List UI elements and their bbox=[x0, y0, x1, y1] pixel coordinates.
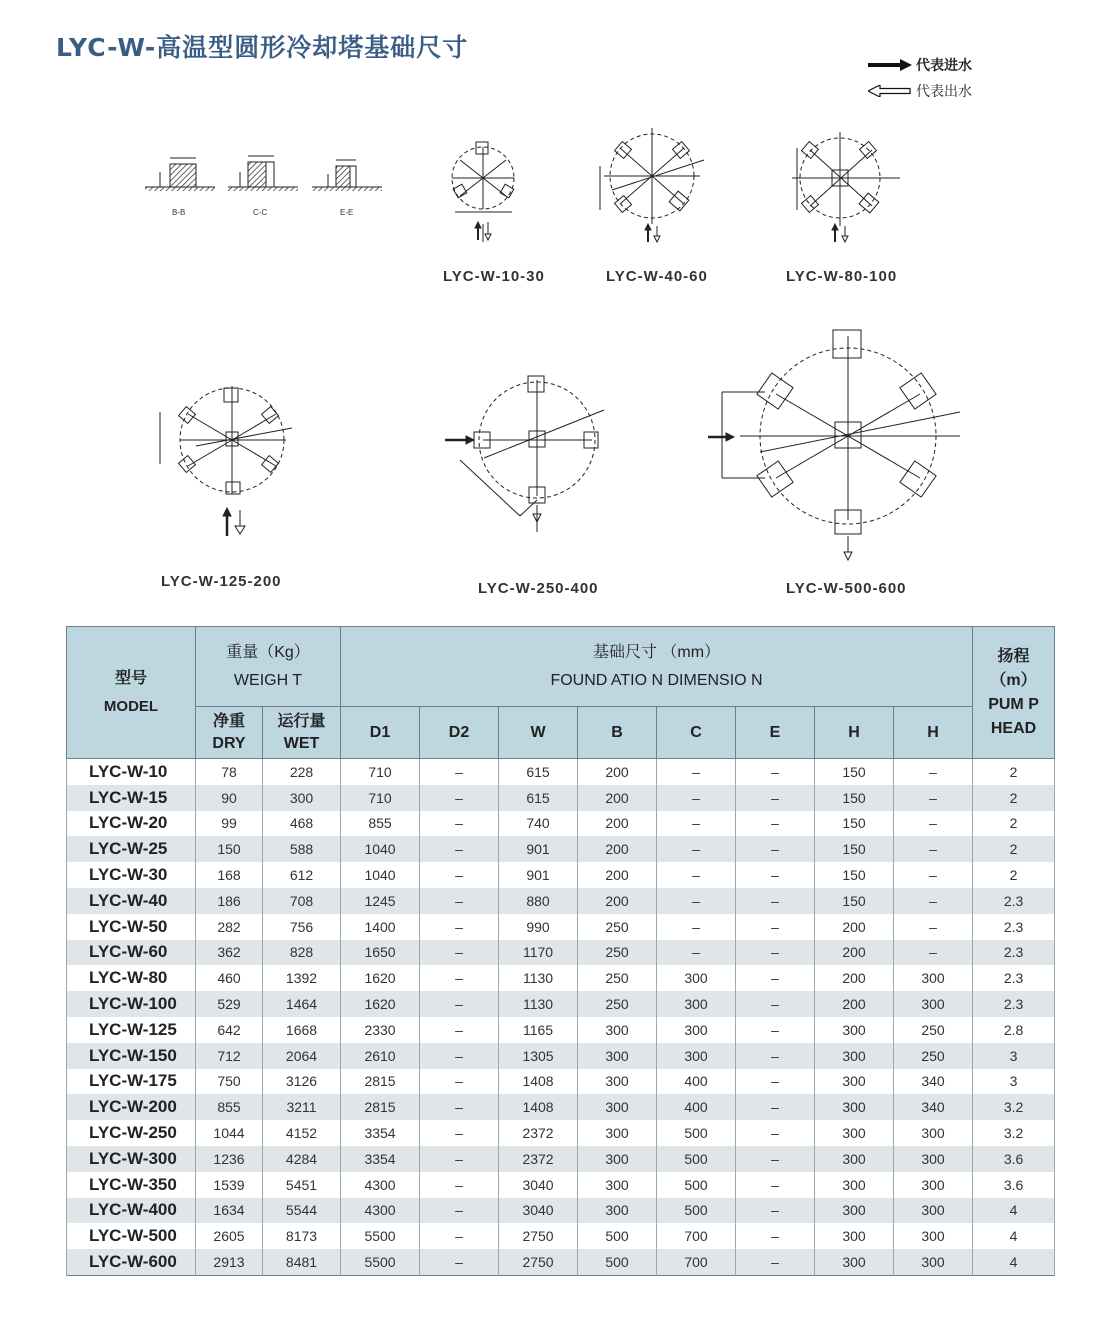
col-header-h1: H bbox=[815, 707, 894, 759]
cell-h2: 300 bbox=[894, 1223, 973, 1249]
cell-b: 300 bbox=[578, 1017, 657, 1043]
cell-e: – bbox=[736, 1094, 815, 1120]
cell-c: 500 bbox=[657, 1198, 736, 1224]
section-label-c-c: C-C bbox=[253, 208, 268, 217]
cell-c: 300 bbox=[657, 965, 736, 991]
cell-d1: 1245 bbox=[341, 888, 420, 914]
cell-c: 400 bbox=[657, 1069, 736, 1095]
cell-wet: 4152 bbox=[263, 1120, 341, 1146]
cell-wet: 4284 bbox=[263, 1146, 341, 1172]
cell-d1: 710 bbox=[341, 759, 420, 785]
cell-dry: 2605 bbox=[196, 1223, 263, 1249]
cell-d1: 5500 bbox=[341, 1223, 420, 1249]
cell-model: LYC-W-25 bbox=[67, 836, 196, 862]
cell-e: – bbox=[736, 940, 815, 966]
cell-e: – bbox=[736, 991, 815, 1017]
cell-head: 4 bbox=[973, 1198, 1055, 1224]
page-title: LYC-W-高温型圆形冷却塔基础尺寸 bbox=[56, 33, 469, 62]
cell-head: 2.3 bbox=[973, 940, 1055, 966]
table-row bbox=[67, 862, 1055, 888]
cell-dry: 1634 bbox=[196, 1198, 263, 1224]
cell-d2: – bbox=[420, 1146, 499, 1172]
col-header-w: W bbox=[499, 707, 578, 759]
cell-dry: 168 bbox=[196, 862, 263, 888]
cell-b: 200 bbox=[578, 888, 657, 914]
cell-w: 1408 bbox=[499, 1094, 578, 1120]
cell-h1: 300 bbox=[815, 1172, 894, 1198]
cell-w: 615 bbox=[499, 785, 578, 811]
spec-table-body bbox=[67, 759, 1055, 1276]
cell-c: – bbox=[657, 914, 736, 940]
table-row bbox=[67, 940, 1055, 966]
cell-wet: 828 bbox=[263, 940, 341, 966]
cell-h1: 150 bbox=[815, 888, 894, 914]
cell-d1: 4300 bbox=[341, 1198, 420, 1224]
plan-lyc-w-80-100 bbox=[792, 132, 900, 242]
cell-model: LYC-W-200 bbox=[67, 1094, 196, 1120]
cell-d1: 3354 bbox=[341, 1146, 420, 1172]
cell-head: 2.8 bbox=[973, 1017, 1055, 1043]
cell-wet: 8173 bbox=[263, 1223, 341, 1249]
table-row bbox=[67, 1069, 1055, 1095]
cell-dry: 99 bbox=[196, 811, 263, 837]
cell-d1: 2815 bbox=[341, 1094, 420, 1120]
cell-model: LYC-W-40 bbox=[67, 888, 196, 914]
cell-wet: 612 bbox=[263, 862, 341, 888]
cell-e: – bbox=[736, 1043, 815, 1069]
cell-wet: 5544 bbox=[263, 1198, 341, 1224]
section-label-e-e: E-E bbox=[340, 208, 354, 217]
cell-head: 3.6 bbox=[973, 1146, 1055, 1172]
cell-dry: 150 bbox=[196, 836, 263, 862]
cell-d1: 3354 bbox=[341, 1120, 420, 1146]
cell-head: 3.6 bbox=[973, 1172, 1055, 1198]
cell-dry: 529 bbox=[196, 991, 263, 1017]
cell-model: LYC-W-15 bbox=[67, 785, 196, 811]
table-row bbox=[67, 991, 1055, 1017]
drawing-label-500-600: LYC-W-500-600 bbox=[786, 580, 907, 597]
cell-b: 500 bbox=[578, 1249, 657, 1275]
cell-h1: 200 bbox=[815, 914, 894, 940]
cell-c: 300 bbox=[657, 991, 736, 1017]
cell-d2: – bbox=[420, 914, 499, 940]
cell-wet: 1392 bbox=[263, 965, 341, 991]
pump-head-header: 扬程 （m） PUM P HEAD bbox=[973, 627, 1055, 759]
cell-h1: 150 bbox=[815, 785, 894, 811]
foundation-drawings bbox=[0, 0, 1120, 620]
cell-w: 901 bbox=[499, 862, 578, 888]
table-row bbox=[67, 1094, 1055, 1120]
cell-d1: 2330 bbox=[341, 1017, 420, 1043]
cell-head: 2.3 bbox=[973, 888, 1055, 914]
cell-h1: 200 bbox=[815, 991, 894, 1017]
cell-d2: – bbox=[420, 965, 499, 991]
cell-h2: 250 bbox=[894, 1043, 973, 1069]
table-row bbox=[67, 888, 1055, 914]
table-row bbox=[67, 914, 1055, 940]
cell-d1: 1650 bbox=[341, 940, 420, 966]
foundation-spec-table bbox=[66, 626, 1055, 1276]
cell-b: 200 bbox=[578, 759, 657, 785]
plan-lyc-w-250-400 bbox=[445, 376, 604, 532]
cell-dry: 642 bbox=[196, 1017, 263, 1043]
cell-dry: 1044 bbox=[196, 1120, 263, 1146]
cell-c: 300 bbox=[657, 1043, 736, 1069]
cell-b: 300 bbox=[578, 1094, 657, 1120]
cell-d1: 1620 bbox=[341, 991, 420, 1017]
cell-h2: – bbox=[894, 836, 973, 862]
cell-d2: – bbox=[420, 1223, 499, 1249]
table-row bbox=[67, 1043, 1055, 1069]
cell-e: – bbox=[736, 965, 815, 991]
cell-e: – bbox=[736, 862, 815, 888]
cell-e: – bbox=[736, 759, 815, 785]
cell-d2: – bbox=[420, 862, 499, 888]
cell-b: 300 bbox=[578, 1146, 657, 1172]
cell-d2: – bbox=[420, 1249, 499, 1275]
cell-e: – bbox=[736, 1146, 815, 1172]
cell-d2: – bbox=[420, 811, 499, 837]
cell-wet: 1464 bbox=[263, 991, 341, 1017]
cell-w: 2750 bbox=[499, 1223, 578, 1249]
cell-dry: 282 bbox=[196, 914, 263, 940]
cell-w: 740 bbox=[499, 811, 578, 837]
cell-d2: – bbox=[420, 991, 499, 1017]
cell-head: 2 bbox=[973, 759, 1055, 785]
cell-w: 1130 bbox=[499, 991, 578, 1017]
cell-b: 250 bbox=[578, 991, 657, 1017]
cell-d1: 2610 bbox=[341, 1043, 420, 1069]
drawing-label-10-30: LYC-W-10-30 bbox=[443, 268, 545, 285]
cell-h2: 300 bbox=[894, 1120, 973, 1146]
col-header-h2: H bbox=[894, 707, 973, 759]
cell-w: 1170 bbox=[499, 940, 578, 966]
cell-dry: 460 bbox=[196, 965, 263, 991]
cell-model: LYC-W-600 bbox=[67, 1249, 196, 1275]
cell-h1: 300 bbox=[815, 1094, 894, 1120]
cell-d2: – bbox=[420, 1120, 499, 1146]
cell-h1: 300 bbox=[815, 1146, 894, 1172]
cell-h1: 200 bbox=[815, 940, 894, 966]
drawing-label-40-60: LYC-W-40-60 bbox=[606, 268, 708, 285]
cell-d1: 1040 bbox=[341, 862, 420, 888]
cell-e: – bbox=[736, 1198, 815, 1224]
cell-d2: – bbox=[420, 1094, 499, 1120]
cell-d1: 1040 bbox=[341, 836, 420, 862]
table-row bbox=[67, 1146, 1055, 1172]
cell-model: LYC-W-125 bbox=[67, 1017, 196, 1043]
cell-model: LYC-W-50 bbox=[67, 914, 196, 940]
cell-dry: 1236 bbox=[196, 1146, 263, 1172]
cell-h1: 300 bbox=[815, 1198, 894, 1224]
cell-b: 300 bbox=[578, 1172, 657, 1198]
cell-h2: 300 bbox=[894, 1198, 973, 1224]
cell-head: 2 bbox=[973, 785, 1055, 811]
table-row bbox=[67, 1017, 1055, 1043]
cell-w: 3040 bbox=[499, 1198, 578, 1224]
cell-head: 4 bbox=[973, 1249, 1055, 1275]
cell-w: 2750 bbox=[499, 1249, 578, 1275]
cell-d2: – bbox=[420, 759, 499, 785]
cell-model: LYC-W-60 bbox=[67, 940, 196, 966]
cell-w: 1130 bbox=[499, 965, 578, 991]
cell-h2: 300 bbox=[894, 1146, 973, 1172]
table-row bbox=[67, 1223, 1055, 1249]
col-header-d2: D2 bbox=[420, 707, 499, 759]
dimension-header: 基础尺寸 （mm） FOUND ATIO N DIMENSIO N bbox=[341, 627, 973, 707]
cell-dry: 362 bbox=[196, 940, 263, 966]
cell-b: 200 bbox=[578, 862, 657, 888]
cell-h1: 300 bbox=[815, 1249, 894, 1275]
cell-b: 500 bbox=[578, 1223, 657, 1249]
cell-b: 300 bbox=[578, 1043, 657, 1069]
cell-c: – bbox=[657, 888, 736, 914]
cell-dry: 186 bbox=[196, 888, 263, 914]
cell-d2: – bbox=[420, 836, 499, 862]
cell-model: LYC-W-10 bbox=[67, 759, 196, 785]
cell-head: 2 bbox=[973, 862, 1055, 888]
cell-d2: – bbox=[420, 888, 499, 914]
cell-h2: 340 bbox=[894, 1094, 973, 1120]
cell-b: 300 bbox=[578, 1120, 657, 1146]
cell-h1: 300 bbox=[815, 1017, 894, 1043]
cell-w: 901 bbox=[499, 836, 578, 862]
cell-h1: 150 bbox=[815, 811, 894, 837]
section-c-c bbox=[228, 156, 298, 191]
cell-e: – bbox=[736, 1120, 815, 1146]
cell-e: – bbox=[736, 811, 815, 837]
dry-header: 净重 DRY bbox=[196, 707, 263, 759]
cell-wet: 8481 bbox=[263, 1249, 341, 1275]
cell-e: – bbox=[736, 1069, 815, 1095]
cell-b: 250 bbox=[578, 965, 657, 991]
cell-wet: 300 bbox=[263, 785, 341, 811]
cell-wet: 588 bbox=[263, 836, 341, 862]
cell-wet: 3126 bbox=[263, 1069, 341, 1095]
wet-header: 运行量 WET bbox=[263, 707, 341, 759]
cell-b: 250 bbox=[578, 940, 657, 966]
cell-wet: 756 bbox=[263, 914, 341, 940]
cell-dry: 2913 bbox=[196, 1249, 263, 1275]
table-row bbox=[67, 1172, 1055, 1198]
cell-b: 200 bbox=[578, 785, 657, 811]
cell-wet: 2064 bbox=[263, 1043, 341, 1069]
plan-lyc-w-500-600 bbox=[708, 330, 960, 560]
cell-e: – bbox=[736, 1223, 815, 1249]
cell-d1: 5500 bbox=[341, 1249, 420, 1275]
cell-wet: 5451 bbox=[263, 1172, 341, 1198]
cell-dry: 90 bbox=[196, 785, 263, 811]
cell-h1: 300 bbox=[815, 1223, 894, 1249]
cell-c: 300 bbox=[657, 1017, 736, 1043]
table-row bbox=[67, 965, 1055, 991]
cell-head: 2.3 bbox=[973, 991, 1055, 1017]
cell-head: 2 bbox=[973, 836, 1055, 862]
cell-h1: 200 bbox=[815, 965, 894, 991]
section-e-e bbox=[312, 160, 382, 191]
cell-head: 2.3 bbox=[973, 914, 1055, 940]
cell-h2: – bbox=[894, 862, 973, 888]
cell-b: 200 bbox=[578, 811, 657, 837]
cell-c: – bbox=[657, 785, 736, 811]
model-header: 型号 MODEL bbox=[67, 627, 196, 759]
cell-e: – bbox=[736, 1017, 815, 1043]
cell-w: 1165 bbox=[499, 1017, 578, 1043]
cell-h1: 300 bbox=[815, 1043, 894, 1069]
cell-wet: 3211 bbox=[263, 1094, 341, 1120]
cell-c: 500 bbox=[657, 1146, 736, 1172]
cell-c: – bbox=[657, 759, 736, 785]
cell-dry: 750 bbox=[196, 1069, 263, 1095]
cell-model: LYC-W-250 bbox=[67, 1120, 196, 1146]
cell-h1: 300 bbox=[815, 1069, 894, 1095]
cell-d2: – bbox=[420, 1172, 499, 1198]
col-header-d1: D1 bbox=[341, 707, 420, 759]
cell-model: LYC-W-80 bbox=[67, 965, 196, 991]
cell-c: – bbox=[657, 811, 736, 837]
table-row bbox=[67, 811, 1055, 837]
cell-w: 1408 bbox=[499, 1069, 578, 1095]
cell-model: LYC-W-400 bbox=[67, 1198, 196, 1224]
cell-model: LYC-W-175 bbox=[67, 1069, 196, 1095]
cell-d1: 710 bbox=[341, 785, 420, 811]
legend-inlet-label: 代表进水 bbox=[916, 58, 972, 74]
cell-dry: 78 bbox=[196, 759, 263, 785]
cell-c: 700 bbox=[657, 1223, 736, 1249]
cell-h2: 300 bbox=[894, 965, 973, 991]
cell-d2: – bbox=[420, 1069, 499, 1095]
cell-c: 500 bbox=[657, 1120, 736, 1146]
cell-dry: 1539 bbox=[196, 1172, 263, 1198]
plan-lyc-w-40-60 bbox=[600, 128, 704, 242]
cell-head: 3 bbox=[973, 1069, 1055, 1095]
cell-dry: 712 bbox=[196, 1043, 263, 1069]
cell-h2: 250 bbox=[894, 1017, 973, 1043]
cell-e: – bbox=[736, 785, 815, 811]
cell-h1: 150 bbox=[815, 836, 894, 862]
cell-model: LYC-W-100 bbox=[67, 991, 196, 1017]
cell-model: LYC-W-20 bbox=[67, 811, 196, 837]
cell-e: – bbox=[736, 1172, 815, 1198]
cell-model: LYC-W-350 bbox=[67, 1172, 196, 1198]
cell-h2: 300 bbox=[894, 1249, 973, 1275]
cell-e: – bbox=[736, 888, 815, 914]
cell-h2: 340 bbox=[894, 1069, 973, 1095]
col-header-b: B bbox=[578, 707, 657, 759]
cell-e: – bbox=[736, 836, 815, 862]
cell-w: 3040 bbox=[499, 1172, 578, 1198]
cell-w: 615 bbox=[499, 759, 578, 785]
section-b-b bbox=[145, 158, 215, 191]
cell-h1: 300 bbox=[815, 1120, 894, 1146]
table-row bbox=[67, 1198, 1055, 1224]
col-header-e: E bbox=[736, 707, 815, 759]
cell-h2: – bbox=[894, 914, 973, 940]
cell-wet: 228 bbox=[263, 759, 341, 785]
legend-outlet-label: 代表出水 bbox=[916, 84, 972, 100]
cell-h1: 150 bbox=[815, 759, 894, 785]
cell-head: 3 bbox=[973, 1043, 1055, 1069]
cell-c: 500 bbox=[657, 1172, 736, 1198]
cell-h1: 150 bbox=[815, 862, 894, 888]
weight-header: 重量（Kg） WEIGH T bbox=[196, 627, 341, 707]
cell-model: LYC-W-300 bbox=[67, 1146, 196, 1172]
cell-head: 2 bbox=[973, 811, 1055, 837]
drawing-label-125-200: LYC-W-125-200 bbox=[161, 573, 282, 590]
cell-w: 2372 bbox=[499, 1146, 578, 1172]
table-row bbox=[67, 785, 1055, 811]
cell-d1: 855 bbox=[341, 811, 420, 837]
cell-w: 1305 bbox=[499, 1043, 578, 1069]
cell-head: 2.3 bbox=[973, 965, 1055, 991]
cell-w: 2372 bbox=[499, 1120, 578, 1146]
plan-lyc-w-125-200 bbox=[160, 386, 292, 536]
cell-head: 3.2 bbox=[973, 1120, 1055, 1146]
table-row bbox=[67, 759, 1055, 785]
cell-b: 300 bbox=[578, 1069, 657, 1095]
cell-b: 200 bbox=[578, 836, 657, 862]
cell-h2: – bbox=[894, 759, 973, 785]
section-label-b-b: B-B bbox=[172, 208, 186, 217]
cell-wet: 1668 bbox=[263, 1017, 341, 1043]
cell-c: – bbox=[657, 836, 736, 862]
cell-e: – bbox=[736, 1249, 815, 1275]
table-row bbox=[67, 836, 1055, 862]
col-header-c: C bbox=[657, 707, 736, 759]
cell-h2: 300 bbox=[894, 991, 973, 1017]
cell-d2: – bbox=[420, 1043, 499, 1069]
cell-c: 700 bbox=[657, 1249, 736, 1275]
cell-h2: – bbox=[894, 888, 973, 914]
cell-d2: – bbox=[420, 785, 499, 811]
cell-b: 300 bbox=[578, 1198, 657, 1224]
cell-head: 4 bbox=[973, 1223, 1055, 1249]
cell-wet: 468 bbox=[263, 811, 341, 837]
cell-b: 250 bbox=[578, 914, 657, 940]
drawing-label-250-400: LYC-W-250-400 bbox=[478, 580, 599, 597]
cell-model: LYC-W-150 bbox=[67, 1043, 196, 1069]
cell-d1: 2815 bbox=[341, 1069, 420, 1095]
cell-head: 3.2 bbox=[973, 1094, 1055, 1120]
cell-w: 880 bbox=[499, 888, 578, 914]
cell-model: LYC-W-500 bbox=[67, 1223, 196, 1249]
cell-d2: – bbox=[420, 1198, 499, 1224]
cell-c: – bbox=[657, 862, 736, 888]
drawing-label-80-100: LYC-W-80-100 bbox=[786, 268, 898, 285]
plan-lyc-w-10-30 bbox=[452, 142, 514, 242]
cell-model: LYC-W-30 bbox=[67, 862, 196, 888]
table-row bbox=[67, 1120, 1055, 1146]
cell-d2: – bbox=[420, 940, 499, 966]
cell-c: – bbox=[657, 940, 736, 966]
cell-c: 400 bbox=[657, 1094, 736, 1120]
cell-d1: 1400 bbox=[341, 914, 420, 940]
cell-d1: 4300 bbox=[341, 1172, 420, 1198]
cell-h2: – bbox=[894, 785, 973, 811]
cell-wet: 708 bbox=[263, 888, 341, 914]
table-row bbox=[67, 1249, 1055, 1275]
cell-h2: – bbox=[894, 811, 973, 837]
cell-d1: 1620 bbox=[341, 965, 420, 991]
cell-w: 990 bbox=[499, 914, 578, 940]
cell-dry: 855 bbox=[196, 1094, 263, 1120]
cell-e: – bbox=[736, 914, 815, 940]
cell-d2: – bbox=[420, 1017, 499, 1043]
cell-h2: 300 bbox=[894, 1172, 973, 1198]
cell-h2: – bbox=[894, 940, 973, 966]
